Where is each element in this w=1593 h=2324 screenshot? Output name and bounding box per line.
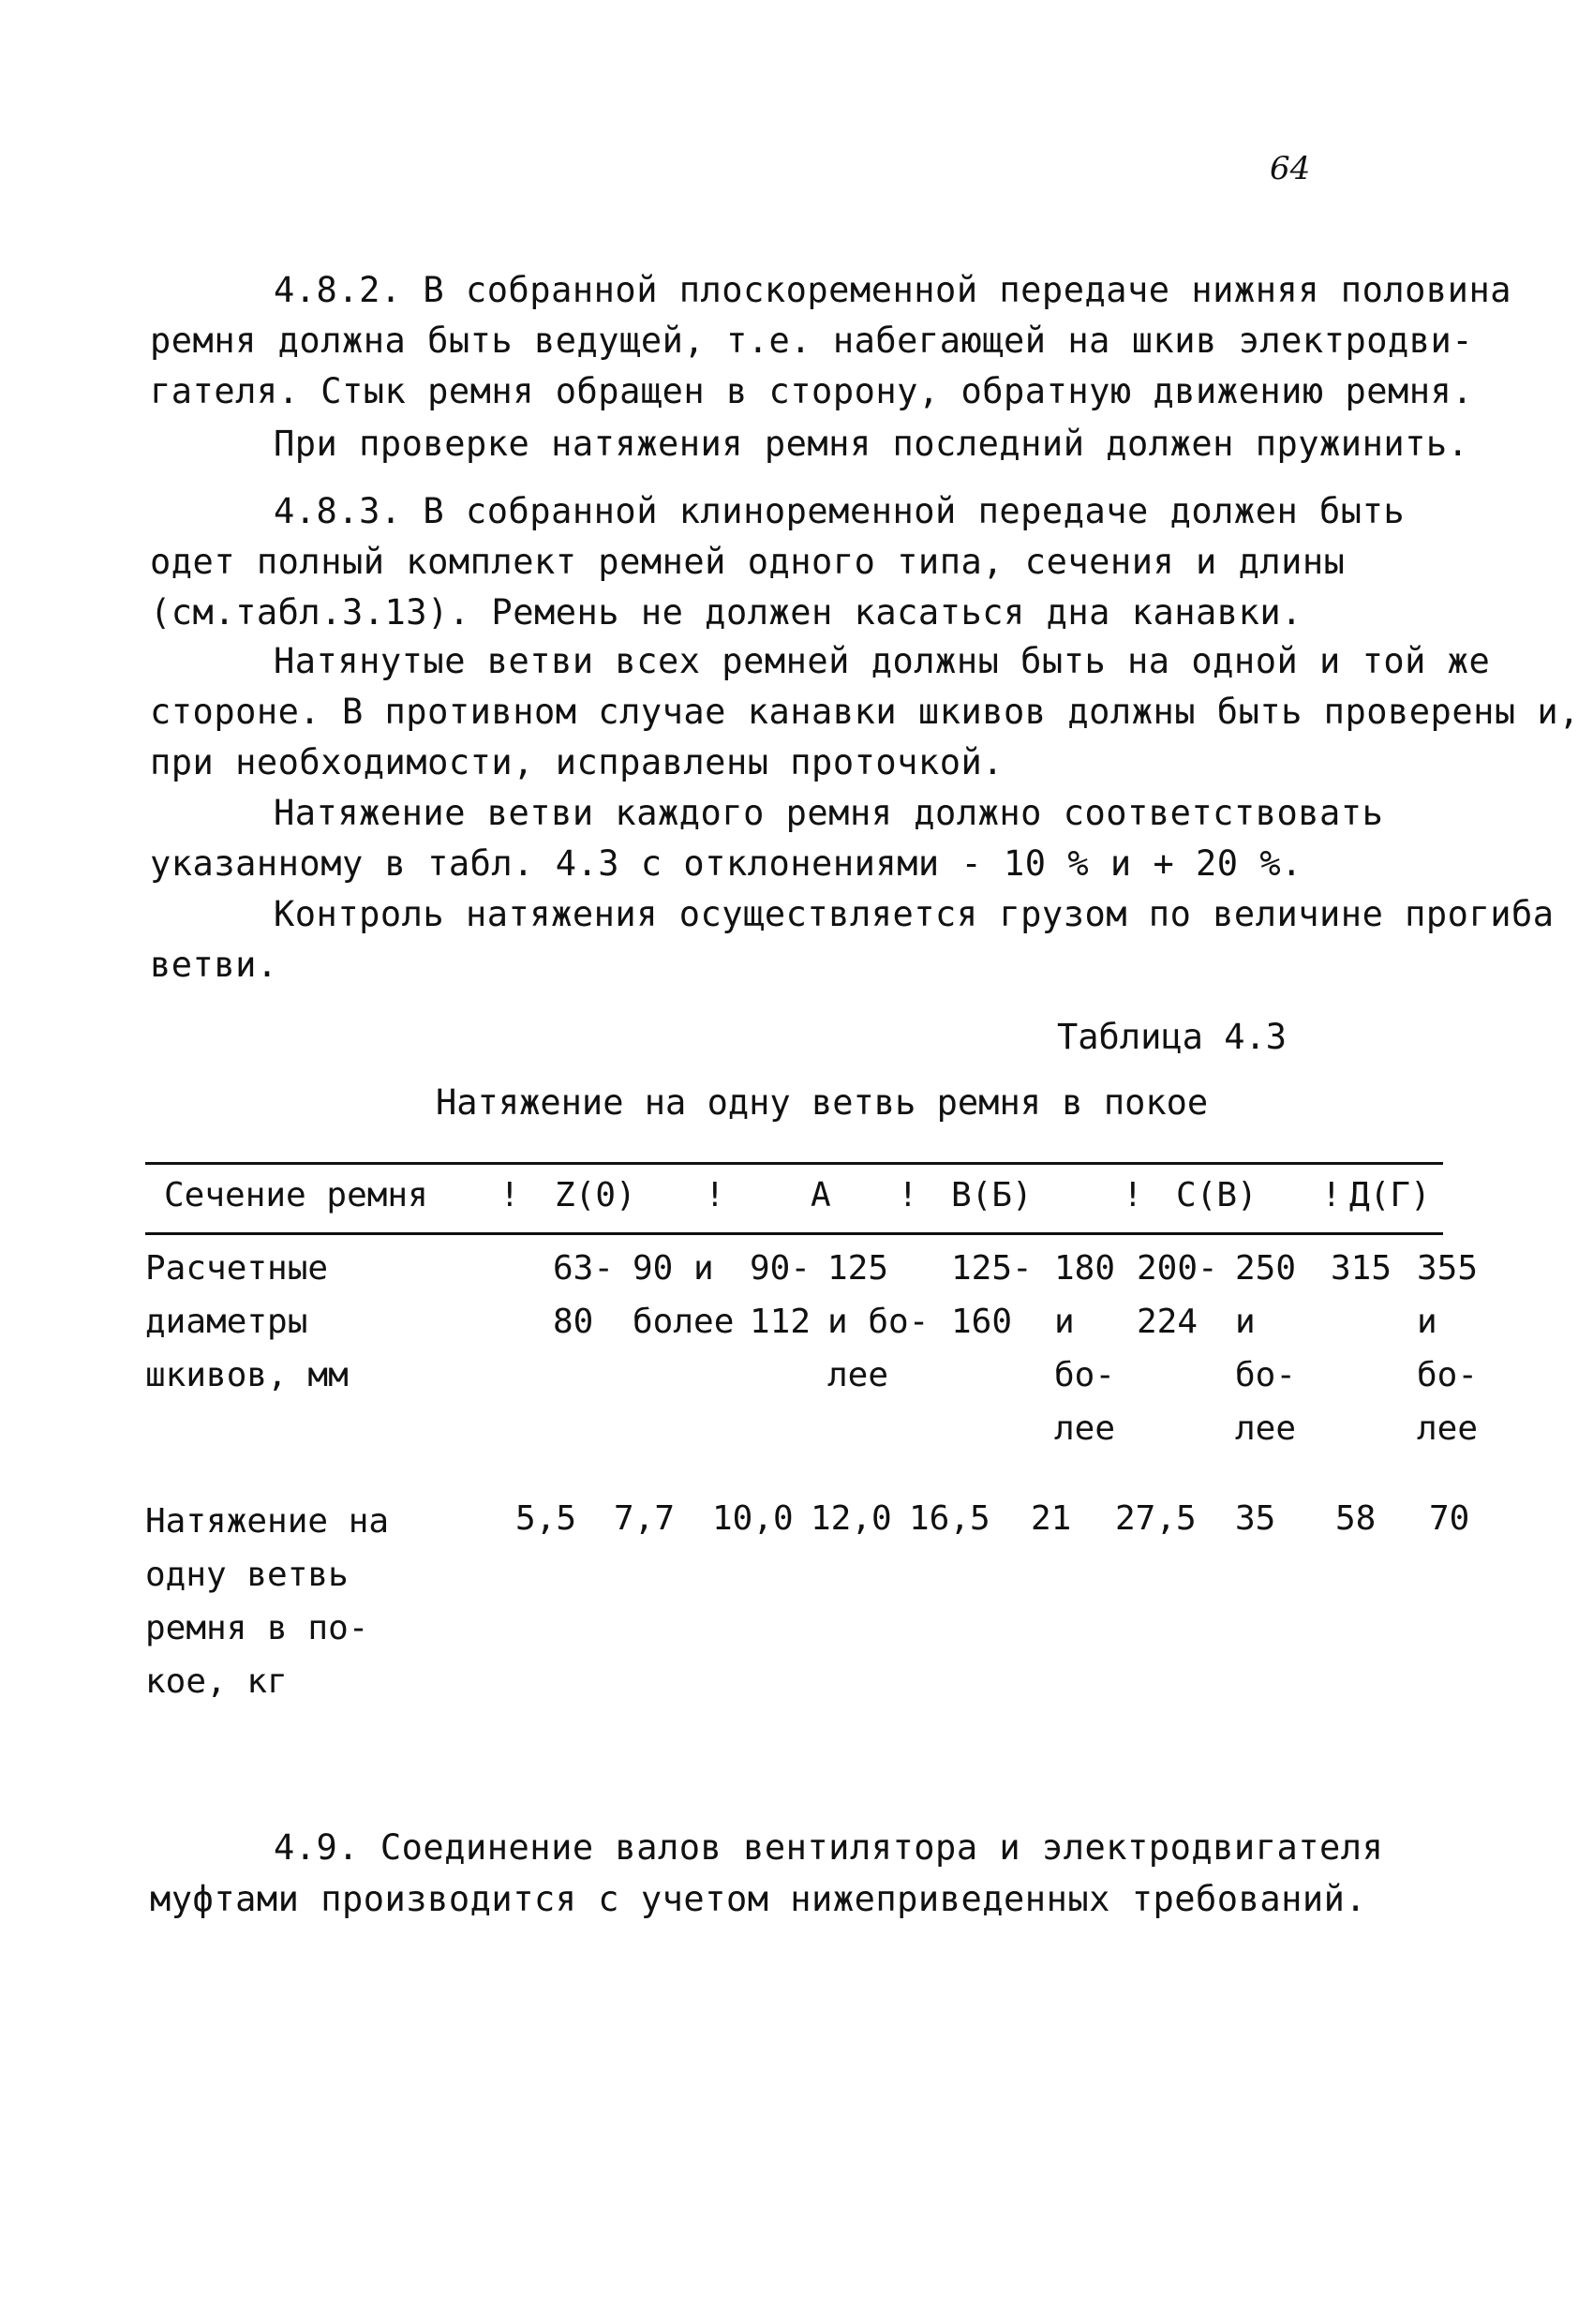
row-tension-cell: 12,0 xyxy=(811,1499,892,1538)
row-tension-label: Натяжение на одну ветвь ремня в по- кое, кг xyxy=(145,1502,390,1701)
paragraph-4-8-2-line-4: При проверке натяжения ремня последний должен пружинить. xyxy=(274,424,1469,464)
paragraph-4-8-3-line-6: при необходимости, исправлены проточкой. xyxy=(150,742,1005,782)
paragraph-4-8-3-line-10: ветви. xyxy=(150,945,278,985)
header-section-d: Д(Г) xyxy=(1349,1176,1431,1214)
row-diameters-cell: 125- 160 xyxy=(951,1249,1033,1341)
row-tension-cell: 7,7 xyxy=(614,1499,676,1538)
row-diameters-cell: 90 и более xyxy=(633,1249,735,1341)
header-separator: ! xyxy=(898,1176,918,1214)
table-top-rule xyxy=(145,1162,1443,1165)
row-diameters-cell: 200- 224 xyxy=(1137,1249,1218,1341)
header-separator: ! xyxy=(499,1176,520,1214)
paragraph-4-8-2-line-3: гателя. Стык ремня обращен в сторону, обратную движению ремня. xyxy=(150,371,1474,411)
row-tension-cell: 21 xyxy=(1031,1499,1072,1538)
paragraph-4-9-line-2: муфтами производится с учетом нижеприведенных требований. xyxy=(150,1879,1367,1919)
paragraph-4-8-3-line-9: Контроль натяжения осуществляется грузом по величине прогиба xyxy=(274,894,1555,934)
row-tension-cell: 70 xyxy=(1429,1499,1470,1538)
header-section-b: В(Б) xyxy=(951,1176,1033,1214)
row-diameters-label: Расчетные диаметры шкивов, мм xyxy=(145,1249,349,1394)
table-header-label: Сечение ремня xyxy=(164,1176,428,1214)
row-tension-cell: 5,5 xyxy=(515,1499,577,1538)
row-diameters-cell: 125 и бо- лее xyxy=(827,1249,930,1394)
table-title: Натяжение на одну ветвь ремня в покое xyxy=(436,1082,1209,1123)
row-diameters-cell: 315 xyxy=(1331,1249,1392,1288)
row-tension-cell: 10,0 xyxy=(712,1499,794,1538)
paragraph-4-8-3-line-7: Натяжение ветви каждого ремня должно соответствовать xyxy=(274,793,1384,833)
row-diameters-cell: 355 и бо- лее xyxy=(1417,1249,1479,1448)
header-separator: ! xyxy=(705,1176,725,1214)
paragraph-4-8-2-line-2: ремня должна быть ведущей, т.е. набегающей на шкив электродви- xyxy=(150,320,1474,361)
row-tension-cell: 27,5 xyxy=(1115,1499,1197,1538)
paragraph-4-8-3-line-1: 4.8.3. В собранной клиноременной передаче должен быть xyxy=(274,491,1406,531)
row-tension-cell: 58 xyxy=(1335,1499,1377,1538)
paragraph-4-8-3-line-4: Натянутые ветви всех ремней должны быть на одной и той же xyxy=(274,641,1491,681)
header-separator: ! xyxy=(1321,1176,1342,1214)
paragraph-4-8-3-line-5: стороне. В противном случае канавки шкивов должны быть проверены и, xyxy=(150,692,1580,732)
paragraph-4-8-3-line-8: указанному в табл. 4.3 с отклонениями - 10 % и + 20 %. xyxy=(150,843,1303,884)
paragraph-4-9-line-1: 4.9. Соединение валов вентилятора и электродвигателя xyxy=(274,1827,1384,1868)
header-section-z: Z(0) xyxy=(555,1176,636,1214)
paragraph-4-8-2-line-1: 4.8.2. В собранной плоскоременной передаче нижняя половина xyxy=(274,270,1512,310)
page-number: 64 xyxy=(1270,150,1311,187)
header-section-c: С(В) xyxy=(1176,1176,1258,1214)
row-tension-cell: 35 xyxy=(1235,1499,1276,1538)
header-separator: ! xyxy=(1123,1176,1143,1214)
header-section-a: А xyxy=(811,1176,831,1214)
table-label: Таблица 4.3 xyxy=(1057,1017,1288,1057)
table-header-rule xyxy=(145,1232,1443,1235)
row-tension-cell: 16,5 xyxy=(909,1499,990,1538)
paragraph-4-8-3-line-2: одет полный комплект ремней одного типа, сечения и длины xyxy=(150,542,1346,582)
row-diameters-cell: 90- 112 xyxy=(750,1249,811,1341)
row-diameters-cell: 250 и бо- лее xyxy=(1235,1249,1297,1448)
row-diameters-cell: 180 и бо- лее xyxy=(1054,1249,1116,1448)
row-diameters-cell: 63- 80 xyxy=(553,1249,615,1341)
paragraph-4-8-3-line-3: (см.табл.3.13). Ремень не должен касаться дна канавки. xyxy=(150,592,1303,633)
